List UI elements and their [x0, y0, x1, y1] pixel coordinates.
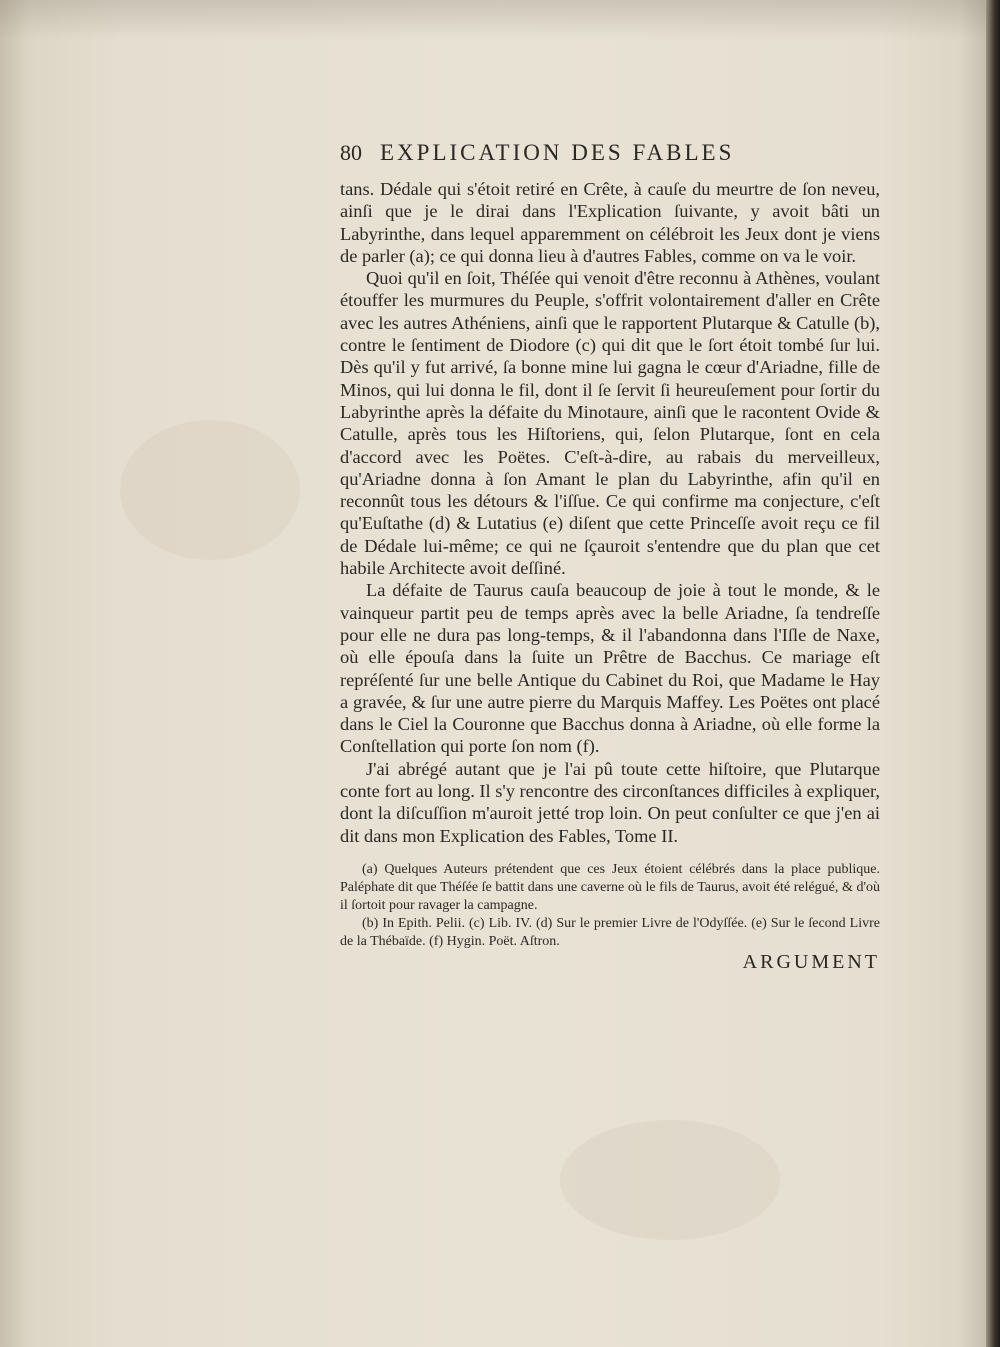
paragraph: La défaite de Taurus cauſa beaucoup de joie à tout le monde, & le vainqueur partit peu de temps après avec la belle Ariadne, ſa tendreſſe pour elle ne dura pas long-temps, & il l'abandonna dans l'Iſle de Naxe, où elle épouſa dans la ſuite un Prêtre de Bacchus. Ce mariage eſt repréſenté ſur une belle Antique du Cabinet du Roi, que Madame le Hay a gravée, & ſur une autre pierre du Marquis Maffey. Les Poëtes ont placé dans le Ciel la Couronne que Bacchus donna à Ariadne, où elle forme la Conſtellation qui porte ſon nom (f).	[340, 580, 880, 757]
paragraph: tans. Dédale qui s'étoit retiré en Crête, à cauſe du meurtre de ſon neveu, ainſi que je le dirai dans l'Explication ſuivante, y avoit bâti un Labyrinthe, dans lequel apparemment on célébroit les Jeux dont je viens de parler (a); ce qui donna lieu à d'autres Fables, comme on va le voir.	[340, 179, 880, 266]
footnote: (b) In Epith. Pelii. (c) Lib. IV. (d) Sur le premier Livre de l'Odyſſée. (e) Sur le ſecond Livre de la Thébaïde. (f) Hygin. Poët. Aſtron.	[340, 915, 880, 949]
page-shadow	[0, 0, 1000, 40]
paper-stain	[120, 420, 300, 560]
footnote: (a) Quelques Auteurs prétendent que ces Jeux étoient célébrés dans la place publique. Paléphate dit que Théſée ſe battit dans une caverne où le fils de Taurus, avoit été relégué, & d'où il ſortoit pour ravager la campagne.	[340, 861, 880, 913]
catchword: ARGUMENT	[742, 950, 880, 973]
body-text	[340, 178, 880, 847]
paper-stain	[560, 1120, 780, 1240]
footnotes	[340, 861, 880, 951]
book-spine	[986, 0, 1000, 1347]
running-title: EXPLICATION DES FABLES	[380, 140, 735, 165]
running-header	[340, 140, 880, 178]
text-block	[340, 140, 880, 974]
paragraph: Quoi qu'il en ſoit, Théſée qui venoit d'être reconnu à Athènes, voulant étouffer les murmures du Peuple, s'offrit volontairement d'aller en Crête avec les autres Athéniens, ainſi que le rapportent Plutarque & Catulle (b), contre le ſentiment de Diodore (c) qui dit que le ſort étoit tombé ſur lui. Dès qu'il y fut arrivé, ſa bonne mine lui gagna le cœur d'Ariadne, fille de Minos, qui lui donna le fil, dont il ſe ſervit ſi heureuſement pour ſortir du Labyrinthe après la défaite du Minotaure, ainſi que le racontent Ovide & Catulle, après tous les Hiſtoriens, qui, ſelon Plutarque, ſont en cela d'accord avec les Poëtes. C'eſt-à-dire, au rabais du merveilleux, qu'Ariadne donna à ſon Amant le plan du Labyrinthe, afin qu'il en reconnût tous les détours & l'iſſue. Ce qui confirme ma conjecture, c'eſt qu'Euſtathe (d) & Lutatius (e) diſent que cette Princeſſe avoit reçu ce fil de Dédale lui-même; ce qui ne ſçauroit s'entendre que du plan que cet habile Architecte avoit deſſiné.	[340, 268, 880, 579]
paragraph: J'ai abrégé autant que je l'ai pû toute cette hiſtoire, que Plutarque conte fort au long. Il s'y rencontre des circonſtances difficiles à expliquer, dont la diſcuſſion m'auroit jetté trop loin. On peut conſulter ce que j'en ai dit dans mon Explication des Fables, Tome II.	[340, 758, 880, 846]
page-number: 80	[340, 140, 362, 165]
